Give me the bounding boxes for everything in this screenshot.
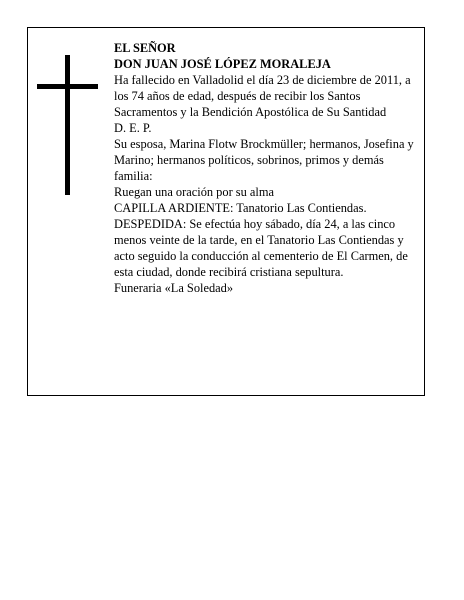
funeral-home: Funeraria «La Soledad»	[114, 281, 234, 295]
death-announcement: Ha fallecido en Valladolid el día 23 de diciembre de 2011, a los 74 años de edad, después de recibir los Santos Sacramentos y la Bendición Apostólica de Su Santidad	[114, 73, 411, 119]
cross-vertical-bar	[65, 55, 70, 195]
prayer-request: Ruegan una oración por su alma	[114, 185, 274, 199]
obituary-text	[114, 40, 418, 296]
family-list: Su esposa, Marina Flotw Brockmüller; hermanos, Josefina y Marino; hermanos políticos, sobrinos, primos y demás familia:	[114, 137, 414, 183]
chapel-info: CAPILLA ARDIENTE: Tanatorio Las Contiendas.	[114, 201, 367, 215]
heading-title: EL SEÑOR	[114, 41, 176, 55]
deceased-name: DON JUAN JOSÉ LÓPEZ MORALEJA	[114, 57, 331, 71]
cross-horizontal-bar	[37, 84, 98, 89]
farewell-info: DESPEDIDA: Se efectúa hoy sábado, día 24, a las cinco menos veinte de la tarde, en el Tanatorio Las Contiendas y acto seguido la conducción al cementerio de El Carmen, de esta ciudad, donde recibirá cristiana sepultura.	[114, 217, 408, 279]
rest-in-peace: D. E. P.	[114, 121, 152, 135]
